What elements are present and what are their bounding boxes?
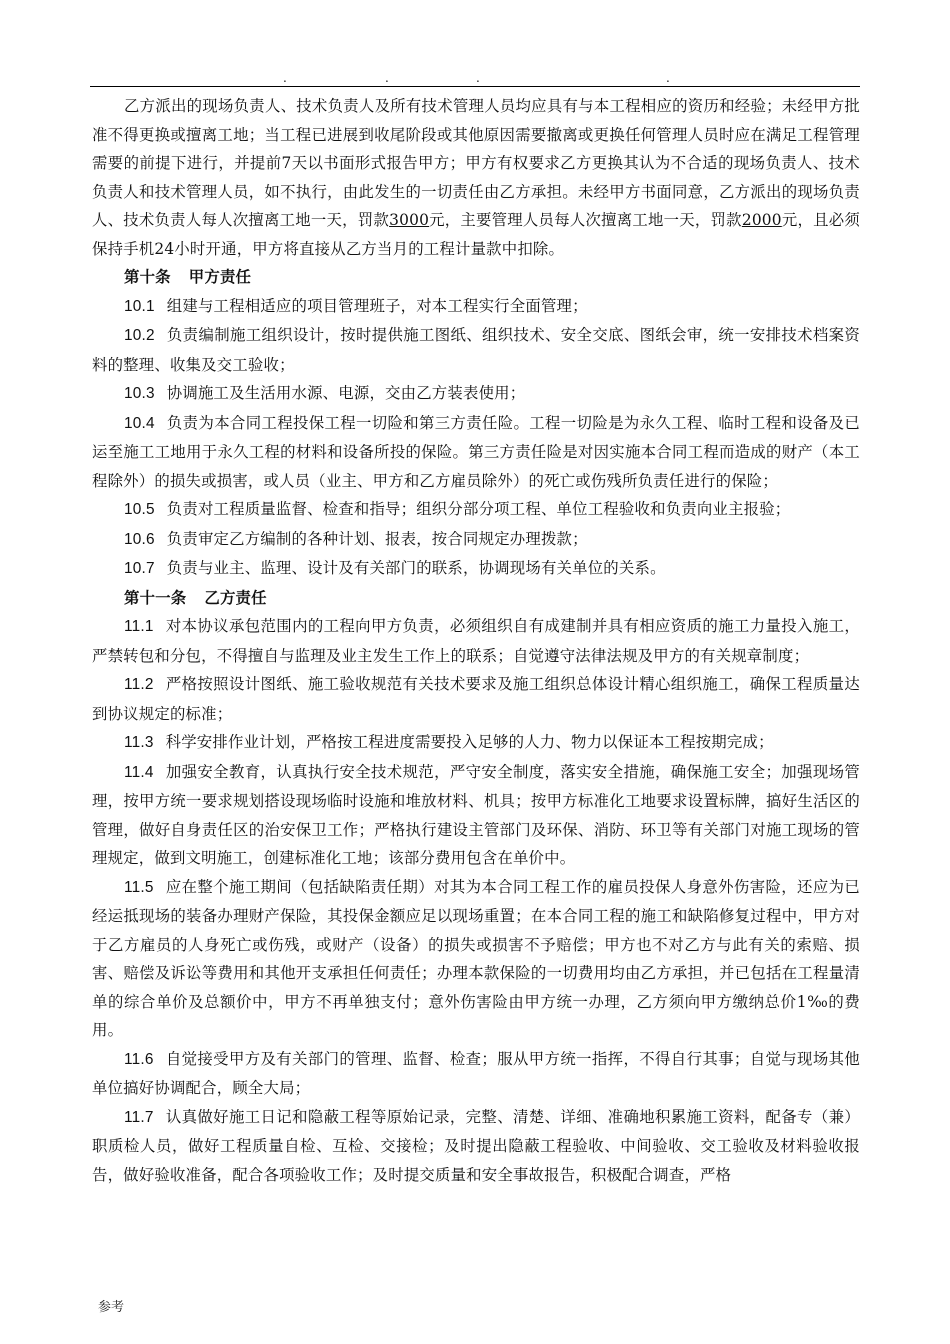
article-number: 第十条	[124, 268, 171, 286]
clause-11-7	[92, 1103, 860, 1190]
clause-text: 科学安排作业计划，严格按工程进度需要投入足够的人力、物力以保证本工程按期完成；	[165, 733, 774, 751]
clause-text: 认真做好施工日记和隐蔽工程等原始记录，完整、清楚、详细、准确地积累施工资料，配备专（兼）职质检人员，做好工程质量自检、互检、交接检；及时提出隐蔽工程验收、中间验收、交工验收及材料验收报告，做好验收准备，配合各项验收工作；及时提交质量和安全事故报告，积极配合调查，严格	[92, 1107, 860, 1184]
clause-number: 10.5	[124, 501, 155, 518]
header-dot: .	[666, 71, 670, 85]
clause-10-3	[92, 379, 860, 409]
clause-10-6	[92, 525, 860, 555]
document-body	[92, 92, 860, 1189]
clause-text: 负责与业主、监理、设计及有关部门的联系，协调现场有关单位的关系。	[166, 559, 666, 577]
clause-11-3	[92, 728, 860, 758]
clause-11-6	[92, 1045, 860, 1103]
clause-text: 负责为本合同工程投保工程一切险和第三方责任险。工程一切险是为永久工程、临时工程和设备及已运至施工工地用于永久工程的材料和设备所投的保险。第三方责任险是对因实施本合同工程而造成的财产（本工程除外）的损失或损害，或人员（业主、甲方和乙方雇员除外）的死亡或伤残所负责任进行的保险；	[92, 413, 860, 490]
clause-text: 严格按照设计图纸、施工验收规范有关技术要求及施工组织总体设计精心组织施工，确保工程质量达到协议规定的标准；	[92, 675, 860, 723]
clause-10-2	[92, 321, 860, 379]
clause-number: 11.3	[124, 734, 154, 751]
clause-number: 10.7	[124, 560, 155, 577]
article-title: 甲方责任	[188, 268, 252, 286]
clause-text: 负责对工程质量监督、检查和指导；组织分部分项工程、单位工程验收和负责向业主报验；	[166, 500, 791, 518]
article-10-heading	[92, 263, 860, 292]
header-rule	[90, 86, 860, 87]
clause-number: 11.7	[124, 1108, 154, 1126]
footer-label: 参考	[98, 1300, 125, 1315]
clause-number: 10.6	[124, 530, 155, 548]
clause-text: 负责审定乙方编制的各种计划、报表，按合同规定办理拨款；	[166, 529, 588, 548]
clause-11-2	[92, 670, 860, 728]
clause-number: 11.6	[124, 1050, 154, 1068]
clause-10-4	[92, 409, 860, 496]
clause-number: 11.5	[124, 878, 154, 896]
clause-number: 10.1	[124, 297, 155, 315]
intro-paragraph	[92, 92, 860, 263]
article-title: 乙方责任	[204, 588, 267, 607]
clause-text: 加强安全教育，认真执行安全技术规范，严守安全制度，落实安全措施，确保施工安全；加强现场管理，按甲方统一要求规划搭设现场临时设施和堆放材料、机具；按甲方标准化工地要求设置标牌，搞好生活区的管理，做好自身责任区的治安保卫工作；严格执行建设主管部门及环保、消防、环卫等有关部门对施工现场的管理规定，做到文明施工，创建标准化工地；该部分费用包含在单价中。	[92, 762, 860, 867]
intro-text-3: 元，且必须保持手机24小时开通，甲方将直接从乙方当月的工程计量款中扣除。	[92, 211, 860, 258]
clause-text: 负责编制施工组织设计，按时提供施工图纸、组织技术、安全交底、图纸会审，统一安排技术档案资料的整理、收集及交工验收；	[92, 326, 860, 374]
header-dot: .	[283, 71, 287, 85]
clause-10-5	[92, 495, 860, 525]
clause-10-7	[92, 554, 860, 584]
intro-text-1: 乙方派出的现场负责人、技术负责人及所有技术管理人员均应具有与本工程相应的资历和经验；未经甲方批准不得更换或擅离工地；当工程已进展到收尾阶段或其他原因需要撤离或更换任何管理人员时应在满足工程管理需要的前提下进行，并提前7天以书面形式报告甲方；甲方有权要求乙方更换其认为不合适的现场负责人、技术负责人和技术管理人员，如不执行，由此发生的一切责任由乙方承担。未经甲方书面同意，乙方派出的现场负责人、技术负责人每人次擅离工地一天，罚款	[92, 97, 860, 229]
fine-amount-1: 3000	[389, 211, 430, 229]
clause-number: 10.2	[124, 327, 155, 344]
clause-text: 协调施工及生活用水源、电源，交由乙方装表使用；	[166, 384, 526, 402]
header-dots	[90, 72, 860, 84]
article-11-heading	[92, 584, 860, 613]
fine-amount-2: 2000	[741, 211, 782, 229]
clause-number: 11.1	[124, 618, 154, 635]
header-dot: .	[385, 71, 389, 85]
clause-number: 11.4	[124, 763, 154, 781]
clause-10-1	[92, 292, 860, 322]
clause-text: 自觉接受甲方及有关部门的管理、监督、检查；服从甲方统一指挥，不得自行其事；自觉与现场其他单位搞好协调配合，顾全大局；	[92, 1049, 860, 1097]
clause-11-5	[92, 873, 860, 1045]
clause-number: 11.2	[124, 676, 154, 693]
clause-number: 10.4	[124, 414, 155, 432]
clause-11-4	[92, 758, 860, 873]
clause-11-1	[92, 612, 860, 670]
header-dot: .	[476, 71, 480, 85]
article-number: 第十一条	[124, 588, 187, 607]
clause-text: 应在整个施工期间（包括缺陷责任期）对其为本合同工程工作的雇员投保人身意外伤害险，还应为已经运抵现场的装备办理财产保险，其投保金额应足以现场重置；在本合同工程的施工和缺陷修复过程中，甲方对于乙方雇员的人身死亡或伤残，或财产（设备）的损失或损害不予赔偿；甲方也不对乙方与此有关的索赔、损害、赔偿及诉讼等费用和其他开支承担任何责任；办理本款保险的一切费用均由乙方承担，并已包括在工程量清单的综合单价及总额价中，甲方不再单独支付；意外伤害险由甲方统一办理，乙方须向甲方缴纳总价1‰的费用。	[92, 877, 860, 1039]
clause-text: 组建与工程相适应的项目管理班子，对本工程实行全面管理；	[166, 296, 588, 315]
clause-text: 对本协议承包范围内的工程向甲方负责，必须组织自有成建制并具有相应资质的施工力量投入施工，严禁转包和分包，不得擅自与监理及业主发生工作上的联系；自觉遵守法律法规及甲方的有关规章制度；	[92, 617, 860, 665]
intro-text-2: 元，主要管理人员每人次擅离工地一天，罚款	[429, 211, 742, 229]
clause-number: 10.3	[124, 385, 155, 402]
